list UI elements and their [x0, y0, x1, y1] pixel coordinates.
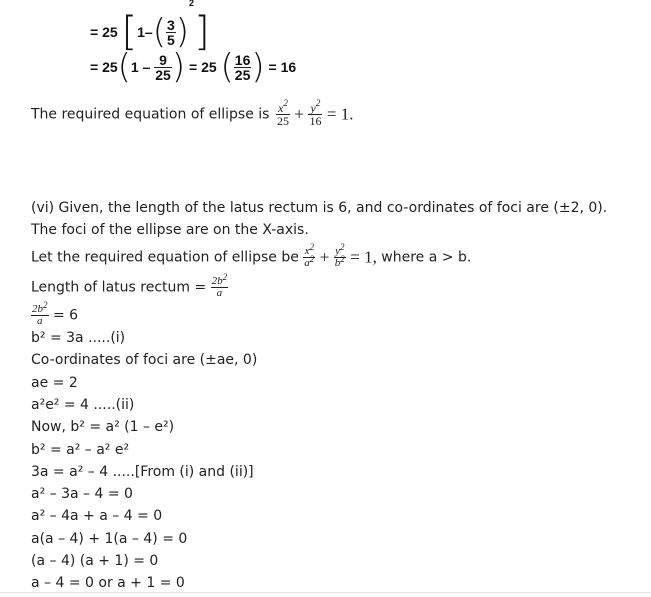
solution-step: a(a – 4) + 1(a – 4) = 0	[31, 530, 188, 547]
fraction-y2-b2	[334, 242, 346, 269]
left-paren: (	[117, 47, 131, 87]
left-bracket: [	[121, 9, 138, 55]
exponent: 2	[189, 0, 195, 8]
solution-step: ae = 2	[31, 374, 78, 391]
equation-line-2	[90, 47, 297, 87]
solution-step: (a – 4) (a + 1) = 0	[31, 553, 159, 569]
right-paren: )	[175, 12, 190, 52]
solution-step: a² – 3a – 4 = 0	[31, 486, 133, 503]
condition-text: where a > b.	[381, 249, 472, 266]
left-paren: (	[152, 12, 166, 52]
var-b: b	[334, 257, 341, 269]
exp: 2	[43, 300, 48, 310]
conclusion-text: The required equation of ellipse is	[31, 106, 270, 123]
denominator: 5	[166, 31, 175, 48]
num: 2b	[211, 275, 223, 287]
solution-step: b² = 3a .....(i)	[31, 330, 126, 346]
paren-one: 1 –	[130, 59, 151, 75]
result: = 16	[268, 59, 297, 75]
fraction-y2-16	[308, 98, 322, 128]
label: Length of latus rectum =	[31, 279, 207, 296]
plus-sign: +	[294, 104, 304, 124]
given-statement: (vi) Given, the length of the latus rectum is 6, and co-ordinates of foci are (±2, 0).	[31, 200, 608, 216]
let-text: Let the required equation of ellipse be	[31, 249, 299, 266]
fraction-x2-25	[276, 98, 290, 128]
exp: 2	[339, 242, 345, 252]
exp: 2	[309, 254, 315, 264]
ellipse-equation-statement	[31, 242, 472, 269]
latus-rectum-length	[31, 272, 228, 299]
right-paren: )	[251, 47, 265, 87]
left-paren: (	[220, 47, 234, 87]
ellipse-conclusion	[31, 98, 354, 128]
plus-sign: +	[319, 247, 330, 267]
equals-one: = 1.	[326, 104, 354, 124]
solution-step: a² – 4a + a – 4 = 0	[31, 508, 163, 525]
var-x: x	[278, 101, 284, 115]
exp: 2	[315, 98, 321, 108]
denominator: 25	[155, 66, 171, 83]
solution-step: b² = a² – a² e²	[31, 441, 130, 458]
right-paren: )	[171, 47, 186, 87]
foci-axis-statement: The foci of the ellipse are on the X-axis.	[31, 222, 309, 238]
numerator: 16	[234, 51, 251, 68]
var-a: a	[304, 257, 310, 269]
fraction-2b2-a	[31, 300, 49, 327]
fraction-3-5	[166, 18, 176, 47]
fraction-x2-a2	[303, 242, 315, 269]
exp: 2	[283, 98, 288, 108]
exp: 2	[309, 242, 314, 252]
denominator: 25	[234, 66, 251, 83]
equation-prefix: = 25	[90, 24, 118, 40]
equation-line-1	[90, 0, 210, 55]
solution-step: Co-ordinates of foci are (±ae, 0)	[31, 352, 258, 369]
equation-prefix: = 25	[90, 59, 118, 75]
equals-25: = 25	[189, 59, 217, 75]
var-y: y	[335, 245, 340, 257]
var-y: y	[310, 101, 316, 115]
right-bracket: ]	[194, 9, 210, 55]
fraction-2b2-a	[211, 272, 229, 299]
numerator: 3	[166, 16, 175, 33]
exp: 2	[340, 254, 345, 264]
den: 25	[276, 114, 289, 128]
rhs: = 6	[52, 307, 79, 324]
den: a	[211, 287, 229, 299]
numerator: 9	[159, 51, 167, 68]
den: a	[31, 315, 49, 327]
fraction-9-25	[154, 53, 172, 82]
exp: 2	[222, 272, 228, 282]
latus-rectum-equation	[31, 300, 79, 327]
var-x: x	[304, 245, 310, 257]
den: 16	[309, 114, 322, 128]
solution-step: 3a = a² – 4 .....[From (i) and (ii)]	[31, 463, 254, 480]
solution-step: Now, b² = a² (1 – e²)	[31, 419, 175, 436]
divider	[0, 592, 651, 593]
fraction-16-25	[234, 53, 252, 82]
bracket-one: 1–	[137, 24, 153, 40]
equals-one: = 1,	[350, 247, 377, 267]
solution-step: a – 4 = 0 or a + 1 = 0	[31, 575, 185, 592]
num: 2b	[32, 303, 43, 315]
solution-step: a²e² = 4 .....(ii)	[31, 396, 135, 413]
